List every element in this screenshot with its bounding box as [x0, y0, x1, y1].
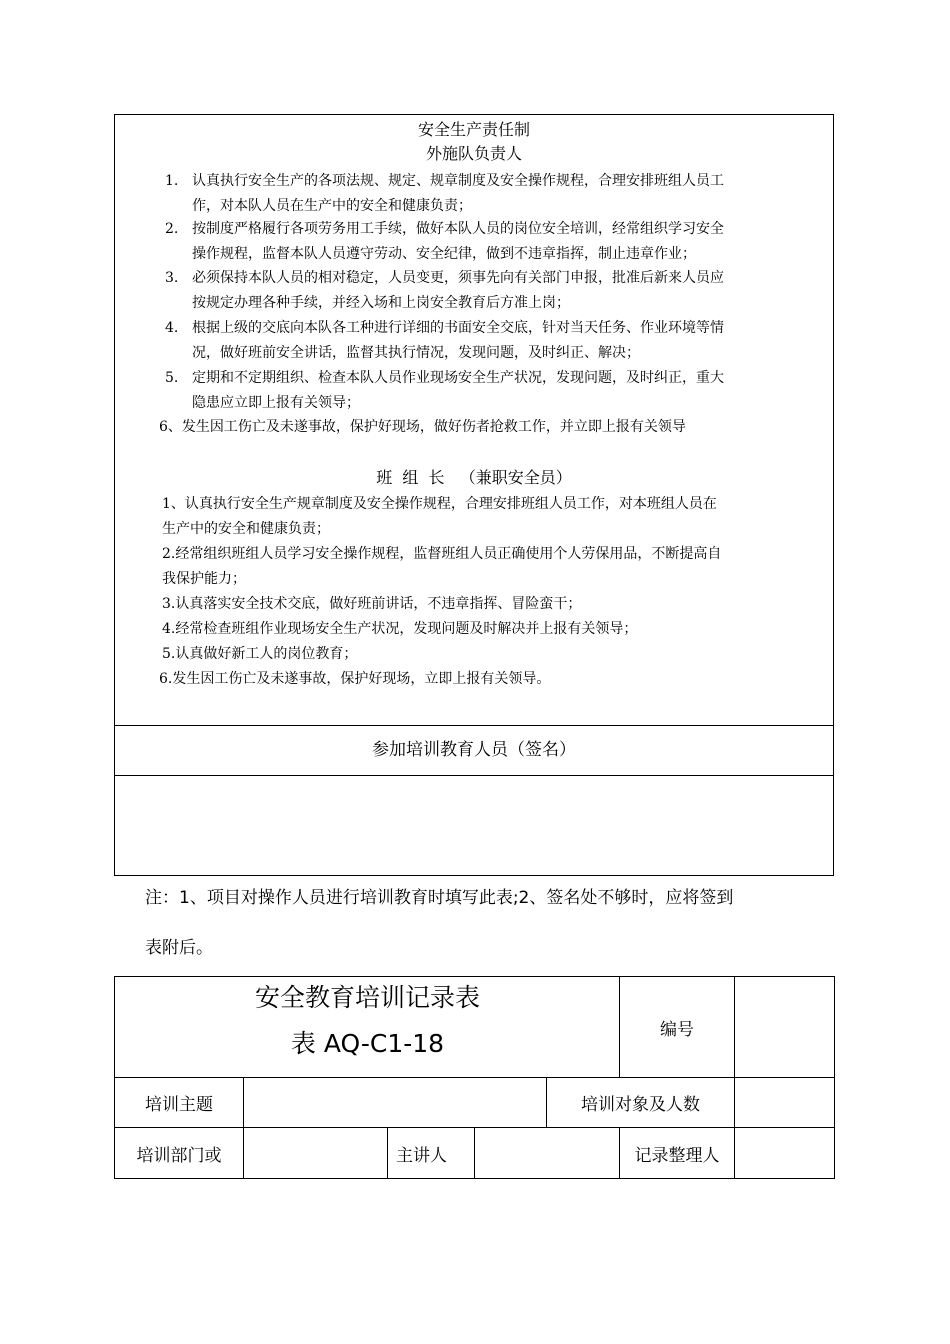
team-leader-title: 班 组 长 （兼职安全员）	[376, 468, 572, 487]
responsibility-table	[114, 114, 834, 876]
target-label-cell	[546, 1077, 735, 1128]
foreman-item-4-line-1: 根据上级的交底向本队各工种进行详细的书面安全交底，针对当天任务、作业环境等情	[192, 320, 724, 336]
foreman-item-4-line-2: 况，做好班前安全讲话，监督其执行情况，发现问题，及时纠正、解决；	[192, 345, 640, 361]
form-title: 安全教育培训记录表	[254, 983, 480, 1012]
foreman-item-5-number: 5.	[165, 370, 179, 386]
foreman-item-5-line-1: 定期和不定期组织、检查本队人员作业现场安全生产状况，发现问题，及时纠正，重大	[192, 370, 724, 386]
foreman-item-5-line-2: 隐患应立即上报有关领导；	[192, 395, 360, 411]
leader-item-5: 5.认真做好新工人的岗位教育；	[162, 646, 358, 662]
dept-label-cell	[114, 1127, 244, 1179]
leader-item-2-line-2: 我保护能力；	[162, 571, 246, 587]
speaker-value-field[interactable]	[474, 1127, 620, 1179]
training-record-form	[114, 976, 835, 1179]
signature-header: 参加培训教育人员（签名）	[115, 725, 833, 776]
dept-value-field[interactable]	[243, 1127, 388, 1179]
dept-label: 培训部门或	[136, 1145, 222, 1166]
speaker-label-cell	[387, 1127, 475, 1179]
foreman-item-3-number: 3.	[165, 270, 179, 286]
number-label-cell	[619, 976, 735, 1078]
form-code: 表 AQ-C1-18	[290, 1029, 445, 1058]
foreman-item-1-line-2: 作，对本队人员在生产中的安全和健康负责；	[192, 198, 472, 214]
target-value-field[interactable]	[734, 1077, 835, 1128]
speaker-label: 主讲人	[396, 1145, 447, 1166]
responsibility-content	[115, 115, 833, 726]
leader-item-1-line-1: 1、认真执行安全生产规章制度及安全操作规程，合理安排班组人员工作，对本班组人员在	[162, 496, 717, 512]
foreman-item-3-line-2: 按规定办理各种手续，并经入场和上岗安全教育后方准上岗；	[192, 295, 570, 311]
foreman-item-2-number: 2.	[165, 221, 179, 237]
foreman-item-1-number: 1.	[165, 173, 179, 189]
number-label: 编号	[660, 1019, 694, 1040]
leader-item-6: 6.发生因工伤亡及未遂事故，保护好现场，立即上报有关领导。	[159, 671, 551, 687]
recorder-label-cell	[619, 1127, 735, 1179]
note-line-2: 表附后。	[145, 938, 213, 958]
responsibility-title: 安全生产责任制	[417, 120, 530, 139]
leader-item-4: 4.经常检查班组作业现场安全生产状况，发现问题及时解决并上报有关领导；	[162, 621, 638, 637]
foreman-subtitle: 外施队负责人	[425, 144, 522, 163]
form-title-cell	[114, 976, 620, 1078]
topic-label: 培训主题	[145, 1095, 213, 1115]
leader-item-3: 3.认真落实安全技术交底，做好班前讲话，不违章指挥、冒险蛮干；	[162, 596, 582, 612]
topic-label-cell	[114, 1077, 244, 1128]
leader-item-1-line-2: 生产中的安全和健康负责；	[162, 521, 330, 537]
topic-value-field[interactable]	[243, 1077, 547, 1128]
foreman-item-1-line-1: 认真执行安全生产的各项法规、规定、规章制度及安全操作规程，合理安排班组人员工	[192, 173, 724, 189]
note-line-1: 注：1、项目对操作人员进行培训教育时填写此表;2、签名处不够时，应将签到	[145, 888, 734, 908]
foreman-item-6: 6、发生因工伤亡及未遂事故，保护好现场，做好伤者抢救工作，并立即上报有关领导	[159, 419, 686, 435]
foreman-item-4-number: 4.	[165, 320, 179, 336]
leader-item-2-line-1: 2.经常组织班组人员学习安全操作规程，监督班组人员正确使用个人劳保用品，不断提高自	[162, 546, 722, 562]
number-value-field[interactable]	[734, 976, 835, 1078]
recorder-label: 记录整理人	[634, 1145, 720, 1166]
foreman-item-2-line-2: 操作规程，监督本队人员遵守劳动、安全纪律，做到不违章指挥，制止违章作业；	[192, 246, 696, 262]
foreman-item-3-line-1: 必须保持本队人员的相对稳定，人员变更，须事先向有关部门申报，批准后新来人员应	[192, 270, 724, 286]
recorder-value-field[interactable]	[734, 1127, 835, 1179]
signature-area[interactable]	[115, 776, 833, 875]
target-label: 培训对象及人数	[581, 1095, 700, 1115]
foreman-item-2-line-1: 按制度严格履行各项劳务用工手续，做好本队人员的岗位安全培训，经常组织学习安全	[192, 221, 724, 237]
